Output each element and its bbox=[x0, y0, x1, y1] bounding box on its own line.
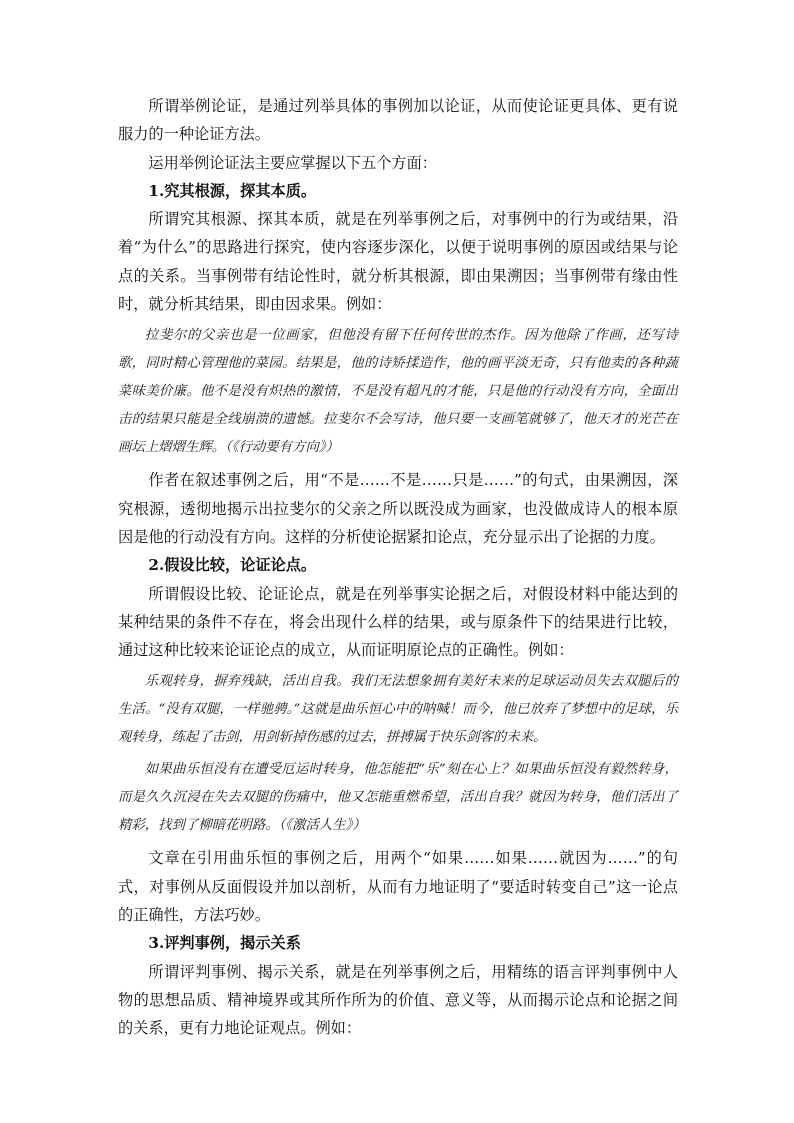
section-1-paragraph: 所谓究其根源、探其本质，就是在列举事例之后，对事例中的行为或结果，沿着“为什么”的思路进行探究，使内容逐步深化，以便于说明事例的原因或结果与论点的关系。当事例带有结论性时，就分析其根源，即由果溯因；当事例带有缘由性时，就分析其结果，即由因求果。例如： bbox=[118, 210, 678, 314]
document-page bbox=[118, 92, 678, 1043]
analysis-paragraph-1: 作者在叙述事例之后，用“不是……不是……只是……”的句式，由果溯因，深究根源，透彻地揭示出拉斐尔的父亲之所以既没成为画家，也没做成诗人的根本原因是他的行动没有方向。这样的分析使论据紧扣论点，充分显示出了论据的力度。 bbox=[118, 471, 678, 546]
intro-paragraph: 所谓举例论证，是通过列举具体的事例加以论证，从而使论证更具体、更有说服力的一种论证方法。 bbox=[118, 97, 678, 144]
section-2-paragraph: 所谓假设比较、论证论点，就是在列举事实论据之后，对假设材料中能达到的某种结果的条件不存在，将会出现什么样的结果，或与原条件下的结果进行比较，通过这种比较来论证论点的成立，从而证明原论点的正确性。例如： bbox=[118, 584, 678, 660]
section-heading-1: 1.究其根源，探其本质。 bbox=[148, 181, 317, 200]
overview-paragraph: 运用举例论证法主要应掌握以下五个方面： bbox=[148, 153, 437, 172]
example-quote-3: 如果曲乐恒没有在遭受厄运时转身，他怎能把“乐”刻在心上？如果曲乐恒没有毅然转身，而是久久沉浸在失去双腿的伤痛中，他又怎能重燃希望，活出自我？就因为转身，他们活出了精彩，找到了柳暗花明路。（《激活人生》） bbox=[118, 762, 678, 834]
section-heading-3: 3.评判事例，揭示关系 bbox=[148, 934, 301, 953]
example-quote-1: 拉斐尔的父亲也是一位画家，但他没有留下任何传世的杰作。因为他除了作画，还写诗歌，同时精心管理他的菜园。结果是，他的诗矫揉造作，他的画平淡无奇，只有他卖的各种蔬菜味美价廉。他不是没有炽热的激情，不是没有超凡的才能，只是他的行动没有方向，全面出击的结果只能是全线崩溃的遗憾。拉斐尔不会写诗，他只要一支画笔就够了，他天才的光芒在画坛上熠熠生辉。（《行动要有方向》） bbox=[118, 328, 678, 456]
example-quote-2: 乐观转身，摒弃残缺，活出自我。我们无法想象拥有美好未来的足球运动员失去双腿后的生活。“没有双腿，一样驰骋。”这就是曲乐恒心中的呐喊！而今，他已放弃了梦想中的足球，乐观转身，练起了击剑，用剑斩掉伤感的过去，拼搏属于快乐剑客的未来。 bbox=[118, 674, 678, 746]
section-3-paragraph: 所谓评判事例、揭示关系，就是在列举事例之后，用精练的语言评判事例中人物的思想品质、精神境界或其所作所为的价值、意义等，从而揭示论点和论据之间的关系，更有力地论证观点。例如： bbox=[118, 962, 678, 1038]
section-heading-2: 2.假设比较，论证论点。 bbox=[148, 556, 317, 575]
analysis-paragraph-2: 文章在引用曲乐恒的事例之后，用两个“如果……如果……就因为……”的句式，对事例从反面假设并加以剖析，从而有力地证明了“要适时转变自己”这一论点的正确性，方法巧妙。 bbox=[118, 849, 678, 925]
